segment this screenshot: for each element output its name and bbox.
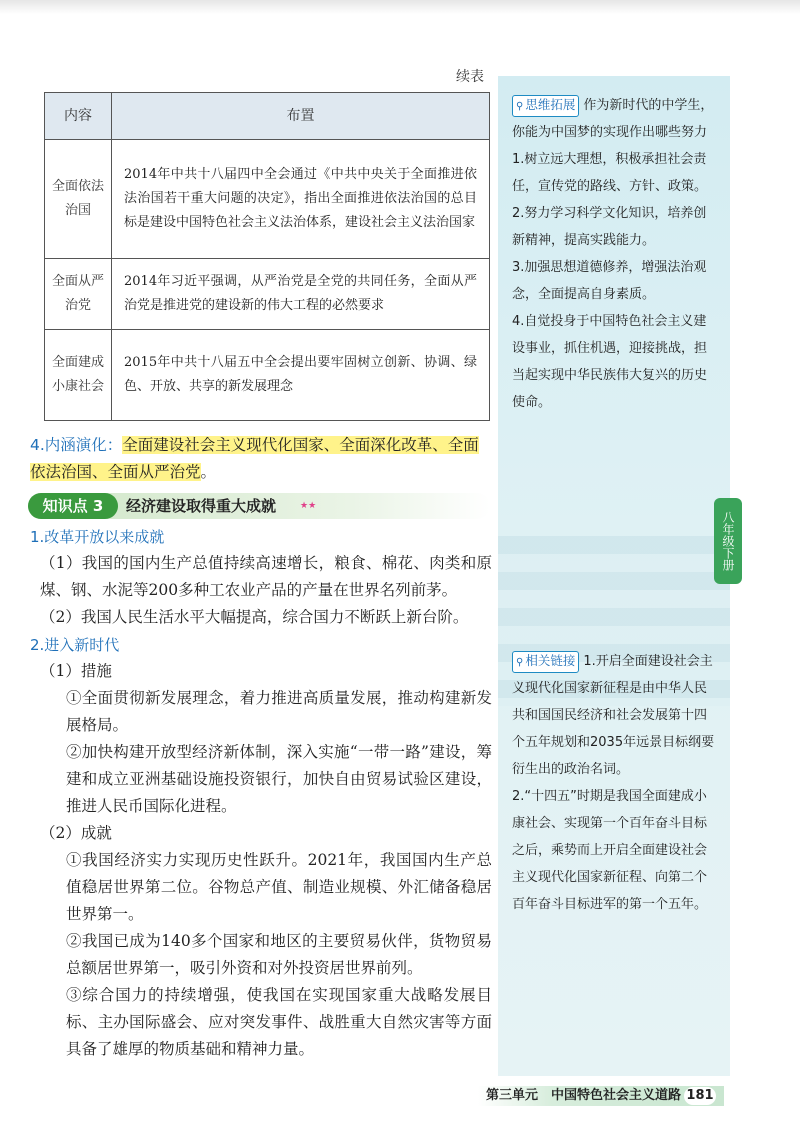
footer-unit-title	[486, 1086, 681, 1106]
list-item: 1.树立远大理想，积极承担社会责任，宣传党的路线、方针、政策。	[512, 152, 708, 194]
continued-label: 续表	[456, 69, 484, 85]
list-item: 2.“十四五”时期是我国全面建成小康社会、实现第一个百年奋斗目标之后，乘势而上开启全面建设社会主义现代化国家新征程、向第二个百年奋斗目标进军的第一个五年。	[512, 789, 708, 912]
page-footer	[478, 1086, 724, 1106]
search-icon: ⚲	[516, 657, 524, 668]
list-item: 2.努力学习科学文化知识，培养创新精神，提高实践能力。	[512, 206, 707, 248]
list-item: ①我国经济实力实现历史性跃升。2021年，我国国内生产总值稳居世界第二位。谷物总产值、制造业规模、外汇储备稳居世界第一。	[66, 851, 492, 923]
thinking-question: 作为新时代的中学生，你能为中国梦的实现作出哪些努力	[512, 98, 714, 140]
footer-unit: 第三单元	[486, 1088, 539, 1103]
list-item: ①全面贯彻新发展理念，着力推进高质量发展，推动构建新发展格局。	[66, 689, 492, 734]
related-links-block	[512, 648, 718, 918]
thinking-question-para	[512, 92, 718, 146]
table-row	[45, 259, 490, 330]
thinking-extension-tag	[512, 95, 579, 117]
table-row	[45, 140, 490, 259]
highlighted-text: 全面建设社会主义现代化国家、全面深化改革、全面依法治国、全面从严治党	[30, 436, 479, 481]
list-item: 4.自觉投身于中国特色社会主义建设事业，抓住机遇，迎接挑战，担当起实现中华民族伟大复兴的历史使命。	[512, 314, 708, 410]
related-links-tag	[512, 651, 579, 673]
list-item: ②我国已成为140多个国家和地区的主要贸易伙伴，货物贸易总额居世界第一，吸引外资和对外投资居世界前列。	[66, 932, 492, 977]
knowledge-point-title: 经济建设取得重大成就	[126, 497, 277, 515]
knowledge-point-header	[28, 493, 490, 519]
heading-reform-achievements: 1.改革开放以来成就	[30, 528, 165, 546]
list-item: 3.加强思想道德修养，增强法治观念，全面提高自身素质。	[512, 260, 707, 302]
importance-stars-icon: ★★	[300, 501, 317, 511]
search-icon: ⚲	[516, 101, 524, 112]
table-row	[45, 330, 490, 421]
list-item: （2）我国人民生活水平大幅提高，综合国力不断跃上新台阶。	[40, 608, 469, 626]
results-label: （2）成就	[40, 824, 112, 842]
table-header-content: 内容	[45, 93, 112, 140]
table-cell-description: 2014年习近平强调，从严治党是全党的共同任务，全面从严治党是推进党的建设新的伟大工程的必然要求	[112, 259, 490, 330]
measures-label: （1）措施	[40, 662, 112, 680]
section-4-connotation	[30, 432, 490, 486]
table-cell-category: 全面依法治国	[45, 140, 112, 259]
top-edge	[0, 0, 800, 14]
links-para	[512, 648, 718, 783]
thinking-extension-block	[512, 92, 718, 416]
table-header-row	[45, 93, 490, 140]
heading-new-era: 2.进入新时代	[30, 636, 120, 654]
list-item: （1）我国的国内生产总值持续高速增长，粮食、棉花、肉类和原煤、钢、水泥等200多种工农业产品的产量在世界名列前茅。	[40, 554, 492, 599]
footer-title: 中国特色社会主义道路	[551, 1088, 682, 1103]
table-header-arrangement: 布置	[112, 93, 490, 140]
links-tag-label: 相关链接	[525, 653, 576, 668]
list-item: ③综合国力的持续增强，使我国在实现国家重大战略发展目标、主办国际盛会、应对突发事件、战胜重大自然灾害等方面具备了雄厚的物质基础和精神力量。	[66, 986, 492, 1058]
list-item: ②加快构建开放型经济新体制，深入实施“一带一路”建设，筹建和成立亚洲基础设施投资银行，加快自由贸易试验区建设，推进人民币国际化进程。	[66, 743, 492, 815]
table-cell-category: 全面建成小康社会	[45, 330, 112, 421]
section-4-label: 4.内涵演化：	[30, 436, 123, 454]
grade-tab: 八年级下册	[714, 498, 742, 584]
thinking-tag-label: 思维拓展	[525, 97, 576, 112]
table-cell-category: 全面从严治党	[45, 259, 112, 330]
table-cell-description: 2014年中共十八届四中全会通过《中共中央关于全面推进依法治国若干重大问题的决定》，指出全面推进依法治国的总目标是建设中国特色社会主义法治体系，建设社会主义法治国家	[112, 140, 490, 259]
section-4-end: 。	[200, 463, 217, 481]
knowledge-point-tag: 知识点 3	[28, 493, 118, 519]
page-number: 181	[684, 1087, 716, 1105]
arrangement-table	[44, 92, 490, 421]
table-cell-description: 2015年中共十八届五中全会提出要牢固树立创新、协调、绿色、开放、共享的新发展理念	[112, 330, 490, 421]
list-item: 1.开启全面建设社会主义现代化国家新征程是由中华人民共和国国民经济和社会发展第十四个五年规划和2035年远景目标纲要衍生出的政治名词。	[512, 654, 715, 777]
